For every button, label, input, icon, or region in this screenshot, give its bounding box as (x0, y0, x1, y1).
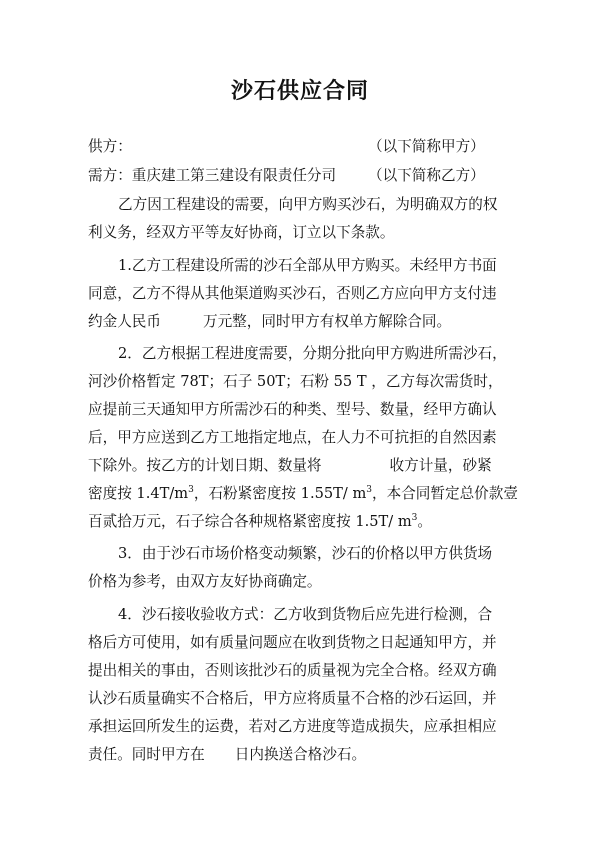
clause4-line-5: 承担运回所发生的运费，若对乙方进度等造成损失，应承担相应 (88, 718, 497, 735)
stone-density: 百贰拾万元，石子综合各种规格紧密度按 1.5T/ m (88, 513, 412, 530)
powder-density: ，石粉紧密度按 1.55T/ m (193, 485, 367, 502)
unit-superscript: 3 (366, 485, 373, 496)
clause4-line-2: 格后方可使用，如有质量问题应在收到货物之日起通知甲方，并 (88, 634, 497, 651)
buyer-line (88, 167, 528, 185)
clause4-deadline-suffix: 日内换送合格沙石。 (234, 746, 367, 763)
clause2-plan-text: 下除外。按乙方的计划日期、数量将 (88, 457, 322, 474)
clause2-line-7 (88, 513, 528, 531)
clause3-line-2: 价格为参考，由双方友好协商确定。 (88, 573, 322, 590)
clause1-penalty-prefix: 约金人民币 (88, 313, 161, 330)
supplier-note: （以下简称甲方） (368, 138, 485, 155)
clause2-line-5 (88, 457, 528, 475)
buyer-label: 需方： (88, 167, 132, 184)
clause1-line-1: 1.乙方工程建设所需的沙石全部从甲方购买。未经甲方书面 (118, 257, 497, 274)
total-price-text: ，本合同暂定总价款壹 (372, 485, 518, 502)
buyer-note: （以下简称乙方） (368, 167, 485, 184)
clause2-line-4: 后，甲方应送到乙方工地指定地点，在人力不可抗拒的自然因素 (88, 429, 497, 446)
unit-superscript: 3 (411, 513, 418, 524)
clause4-line-6 (88, 746, 528, 764)
supplier-label: 供方： (88, 138, 132, 155)
clause4-deadline-prefix: 责任。同时甲方在 (88, 746, 205, 763)
clause1-line-3 (88, 313, 528, 331)
clause3-line-1: 3．由于沙石市场价格变动频繁，沙石的价格以甲方供货场 (118, 545, 493, 562)
clause4-line-1: 4．沙石接收验收方式：乙方收到货物后应先进行检测，合 (118, 606, 493, 623)
clause2-measure-text: 收方计量，砂紧 (389, 457, 492, 474)
sand-density: 密度按 1.4T/m (88, 485, 189, 502)
intro-line-2: 利义务，经双方平等友好协商，订立以下条款。 (88, 224, 395, 241)
clause2-end: 。 (417, 513, 433, 530)
clause2-line-1: 2．乙方根据工程进度需要，分期分批向甲方购进所需沙石， (118, 345, 507, 362)
intro-line-1: 乙方因工程建设的需要，向甲方购买沙石，为明确双方的权 (118, 196, 498, 213)
clause2-line-3: 应提前三天通知甲方所需沙石的种类、型号、数量，经甲方确认 (88, 401, 497, 418)
clause1-line-2: 同意，乙方不得从其他渠道购买沙石，否则乙方应向甲方支付违 (88, 285, 497, 302)
supplier-line (88, 138, 528, 156)
clause4-line-4: 认沙石质量确实不合格后，甲方应将质量不合格的沙石运回，并 (88, 690, 497, 707)
clause2-line-2: 河沙价格暂定 78T；石子 50T；石粉 55 T ，乙方每次需货时， (88, 373, 503, 390)
clause4-line-3: 提出相关的事由，否则该批沙石的质量视为完全合格。经双方确 (88, 662, 497, 679)
unit-superscript: 3 (188, 485, 194, 496)
clause2-line-6 (88, 485, 528, 503)
clause1-penalty-suffix: 万元整，同时甲方有权单方解除合同。 (202, 313, 452, 330)
buyer-name: 重庆建工第三建设有限责任分司 (131, 167, 337, 184)
page-title: 沙石供应合同 (230, 79, 369, 104)
